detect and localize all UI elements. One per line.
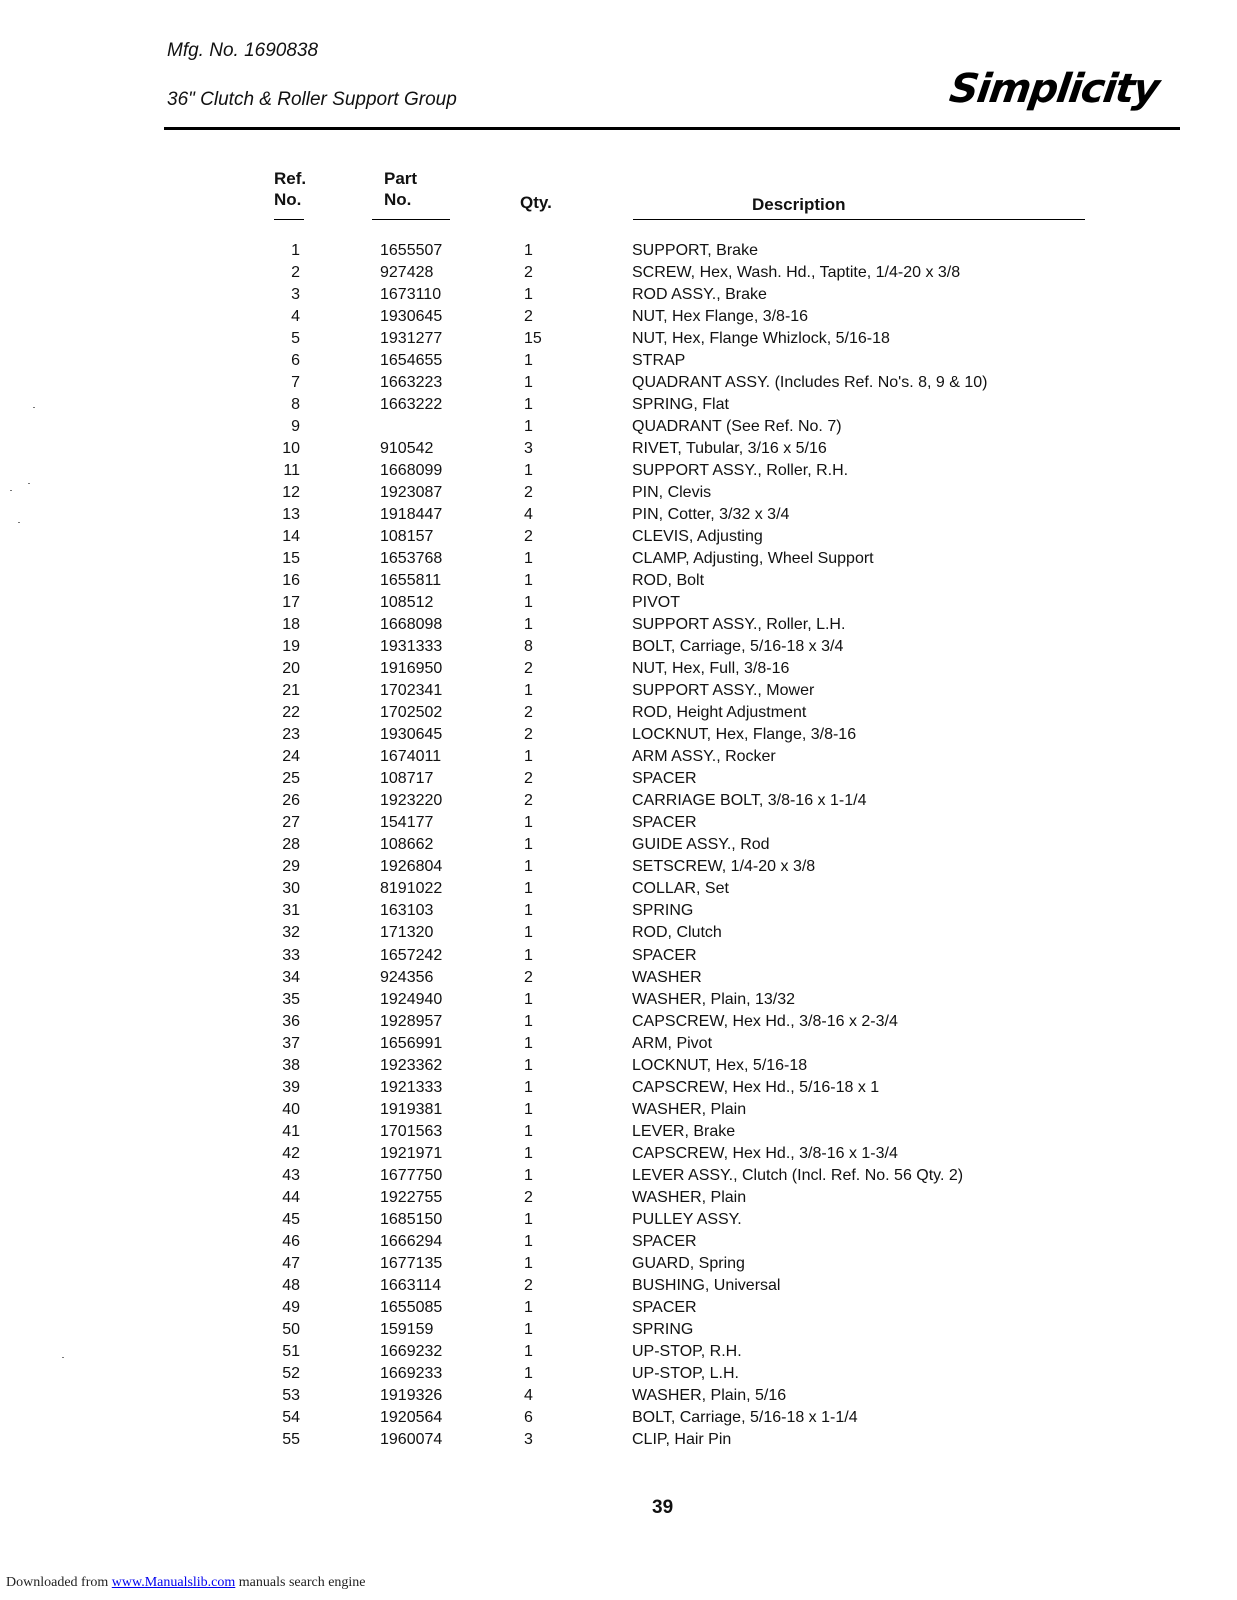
part-no-cell: 1677750 <box>380 1166 443 1184</box>
part-no-cell: 1921971 <box>380 1144 443 1162</box>
table-row <box>0 1231 1237 1253</box>
ref-no-cell: 50 <box>282 1320 300 1338</box>
ref-no-cell: 34 <box>282 968 300 986</box>
column-header-ref-no <box>274 168 306 210</box>
description-cell: UP-STOP, L.H. <box>632 1364 739 1382</box>
part-no-cell: 1926804 <box>380 858 443 876</box>
table-row <box>0 526 1237 548</box>
description-cell: GUARD, Spring <box>632 1254 745 1272</box>
qty-cell: 1 <box>524 418 533 436</box>
table-row <box>0 1209 1237 1231</box>
description-cell: SPRING, Flat <box>632 396 729 414</box>
qty-cell: 8 <box>524 638 533 656</box>
ref-no-cell: 44 <box>282 1188 300 1206</box>
table-row <box>0 306 1237 328</box>
ref-no-cell: 45 <box>282 1210 300 1228</box>
part-no-cell: 1655085 <box>380 1298 443 1316</box>
ref-no-cell: 43 <box>282 1166 300 1184</box>
table-row <box>0 1187 1237 1209</box>
qty-cell: 1 <box>524 616 533 634</box>
part-no-cell: 108512 <box>380 594 434 612</box>
column-header-qty: Qty. <box>520 193 552 212</box>
description-cell: LOCKNUT, Hex, Flange, 3/8-16 <box>632 726 857 744</box>
qty-cell: 1 <box>524 242 533 259</box>
ref-no-cell: 13 <box>282 506 300 524</box>
table-row <box>0 1011 1237 1033</box>
part-no-cell: 1923362 <box>380 1056 443 1074</box>
part-no-cell: 1677135 <box>380 1254 443 1272</box>
column-header-description: Description <box>752 195 846 214</box>
table-row <box>0 1165 1237 1187</box>
description-cell: ROD ASSY., Brake <box>632 286 767 304</box>
qty-cell: 1 <box>524 1034 533 1052</box>
table-row <box>0 790 1237 812</box>
ref-no-cell: 16 <box>282 572 300 590</box>
part-no-cell: 1654655 <box>380 352 443 370</box>
description-cell: STRAP <box>632 352 686 370</box>
table-row <box>0 768 1237 790</box>
table-row <box>0 614 1237 636</box>
ref-no-cell: 1 <box>291 242 300 259</box>
ref-no-cell: 30 <box>282 880 300 898</box>
qty-cell: 3 <box>524 440 533 458</box>
scan-speck <box>10 490 12 491</box>
qty-cell: 6 <box>524 1408 533 1426</box>
qty-cell: 1 <box>524 286 533 304</box>
description-cell: WASHER, Plain <box>632 1188 747 1206</box>
description-cell: NUT, Hex Flange, 3/8-16 <box>632 308 809 326</box>
qty-cell: 2 <box>524 308 533 326</box>
description-cell: ROD, Height Adjustment <box>632 704 807 722</box>
part-no-cell: 1668098 <box>380 616 443 634</box>
ref-no-cell: 42 <box>282 1144 300 1162</box>
ref-no-cell: 52 <box>282 1364 300 1382</box>
ref-no-cell: 27 <box>282 814 300 832</box>
ref-no-cell: 31 <box>282 902 300 920</box>
ref-no-cell: 7 <box>291 374 300 392</box>
table-row <box>0 989 1237 1011</box>
description-cell: BOLT, Carriage, 5/16-18 x 3/4 <box>632 638 844 656</box>
part-no-cell: 1916950 <box>380 660 443 678</box>
description-cell: SPACER <box>632 814 697 832</box>
qty-cell: 1 <box>524 1056 533 1074</box>
description-cell: UP-STOP, R.H. <box>632 1342 742 1360</box>
part-no-cell: 1919381 <box>380 1100 443 1118</box>
qty-cell: 2 <box>524 660 533 678</box>
table-row <box>0 394 1237 416</box>
part-no-cell: 1655507 <box>380 242 443 259</box>
qty-cell: 1 <box>524 682 533 700</box>
ref-no-cell: 3 <box>291 286 300 304</box>
table-row <box>0 504 1237 526</box>
column-header-part-label: Part No. <box>384 169 418 209</box>
ref-no-cell: 20 <box>282 660 300 678</box>
part-no-cell: 108662 <box>380 836 434 854</box>
description-cell: SCREW, Hex, Wash. Hd., Taptite, 1/4-20 x 3/8 <box>632 264 961 282</box>
part-no-cell: 1663222 <box>380 396 443 414</box>
qty-cell: 1 <box>524 990 533 1008</box>
description-cell: ROD, Clutch <box>632 924 722 942</box>
part-no-cell: 1930645 <box>380 308 443 326</box>
description-cell: WASHER, Plain <box>632 1100 747 1118</box>
footer-prefix: Downloaded from <box>6 1575 112 1590</box>
table-row <box>0 680 1237 702</box>
table-row <box>0 548 1237 570</box>
part-no-cell: 1668099 <box>380 462 443 480</box>
description-cell: CLAMP, Adjusting, Wheel Support <box>632 550 874 568</box>
description-cell: BOLT, Carriage, 5/16-18 x 1-1/4 <box>632 1408 858 1426</box>
table-row <box>0 1143 1237 1165</box>
description-cell: CAPSCREW, Hex Hd., 5/16-18 x 1 <box>632 1078 880 1096</box>
part-no-cell: 1673110 <box>380 286 442 304</box>
qty-cell: 1 <box>524 1144 533 1162</box>
table-row <box>0 724 1237 746</box>
qty-cell: 2 <box>524 968 533 986</box>
table-row <box>0 460 1237 482</box>
description-cell: ROD, Bolt <box>632 572 705 590</box>
qty-cell: 1 <box>524 1210 533 1228</box>
description-cell: SUPPORT ASSY., Roller, R.H. <box>632 462 849 480</box>
qty-cell: 1 <box>524 748 533 766</box>
table-row <box>0 702 1237 724</box>
qty-cell: 1 <box>524 946 533 964</box>
description-cell: CARRIAGE BOLT, 3/8-16 x 1-1/4 <box>632 792 867 810</box>
table-row <box>0 1429 1237 1451</box>
qty-cell: 1 <box>524 1122 533 1140</box>
table-row <box>0 1121 1237 1143</box>
ref-no-cell: 6 <box>291 352 300 370</box>
qty-cell: 1 <box>524 396 533 414</box>
part-no-cell: 1931333 <box>380 638 443 656</box>
qty-cell: 1 <box>524 1254 533 1272</box>
part-no-cell: 924356 <box>380 968 434 986</box>
qty-cell: 2 <box>524 726 533 744</box>
ref-no-cell: 10 <box>282 440 300 458</box>
qty-cell: 1 <box>524 924 533 942</box>
part-no-cell: 1960074 <box>380 1430 443 1448</box>
part-no-cell: 927428 <box>380 264 434 282</box>
qty-cell: 1 <box>524 352 533 370</box>
table-row <box>0 416 1237 438</box>
qty-cell: 1 <box>524 836 533 854</box>
ref-no-cell: 28 <box>282 836 300 854</box>
scan-speck <box>62 1357 64 1358</box>
table-row <box>0 1055 1237 1077</box>
table-row <box>0 945 1237 967</box>
table-row <box>0 856 1237 878</box>
ref-no-cell: 9 <box>291 418 300 436</box>
ref-no-cell: 25 <box>282 770 300 788</box>
table-row <box>0 878 1237 900</box>
part-no-cell: 1653768 <box>380 550 443 568</box>
description-cell: SPACER <box>632 1232 697 1250</box>
page-number: 39 <box>652 1497 674 1518</box>
qty-cell: 2 <box>524 704 533 722</box>
description-cell: PIVOT <box>632 594 681 612</box>
qty-cell: 3 <box>524 1430 533 1448</box>
part-no-cell: 1685150 <box>380 1210 443 1228</box>
ref-no-cell: 12 <box>282 484 300 502</box>
part-no-cell: 1918447 <box>380 506 443 524</box>
qty-cell: 15 <box>524 330 542 348</box>
table-row <box>0 1363 1237 1385</box>
ref-no-cell: 38 <box>282 1056 300 1074</box>
table-row <box>0 350 1237 372</box>
qty-cell: 2 <box>524 264 533 282</box>
qty-cell: 1 <box>524 1342 533 1360</box>
part-no-cell: 1922755 <box>380 1188 443 1206</box>
ref-no-cell: 24 <box>282 748 300 766</box>
ref-no-cell: 5 <box>291 330 300 348</box>
ref-no-cell: 54 <box>282 1408 300 1426</box>
part-no-cell: 1919326 <box>380 1386 443 1404</box>
table-row <box>0 1319 1237 1341</box>
table-row <box>0 262 1237 284</box>
qty-cell: 1 <box>524 1100 533 1118</box>
part-no-cell: 1923087 <box>380 484 443 502</box>
description-cell: ARM ASSY., Rocker <box>632 748 776 766</box>
qty-cell: 1 <box>524 1078 533 1096</box>
qty-cell: 1 <box>524 1232 533 1250</box>
ref-no-cell: 23 <box>282 726 300 744</box>
part-no-cell: 163103 <box>380 902 434 920</box>
qty-cell: 1 <box>524 880 533 898</box>
ref-no-cell: 33 <box>282 946 300 964</box>
qty-cell: 1 <box>524 594 533 612</box>
table-row <box>0 658 1237 680</box>
simplicity-logo: Simplicity <box>946 66 1162 112</box>
part-no-cell: 1674011 <box>380 748 442 766</box>
table-row <box>0 922 1237 944</box>
part-no-cell: 1923220 <box>380 792 443 810</box>
ref-no-cell: 21 <box>282 682 300 700</box>
scan-speck <box>33 407 35 408</box>
part-no-cell: 171320 <box>380 924 434 942</box>
header-divider <box>164 127 1180 130</box>
description-cell: SUPPORT ASSY., Roller, L.H. <box>632 616 846 634</box>
ref-no-cell: 36 <box>282 1012 300 1030</box>
description-cell: COLLAR, Set <box>632 880 729 898</box>
qty-cell: 2 <box>524 484 533 502</box>
description-cell: QUADRANT ASSY. (Includes Ref. No's. 8, 9 & 10) <box>632 374 988 392</box>
ref-no-cell: 51 <box>282 1342 300 1360</box>
table-row <box>0 1341 1237 1363</box>
qty-cell: 4 <box>524 506 533 524</box>
description-cell: LEVER, Brake <box>632 1122 736 1140</box>
ref-no-cell: 35 <box>282 990 300 1008</box>
qty-cell: 1 <box>524 550 533 568</box>
table-row <box>0 1407 1237 1429</box>
qty-cell: 1 <box>524 858 533 876</box>
description-cell: SPRING <box>632 902 694 920</box>
description-cell: LOCKNUT, Hex, 5/16-18 <box>632 1056 808 1074</box>
column-header-ref-label: Ref. No. <box>274 169 307 209</box>
description-cell: WASHER, Plain, 5/16 <box>632 1386 787 1404</box>
footer-suffix: manuals search engine <box>235 1575 366 1590</box>
qty-cell: 1 <box>524 814 533 832</box>
ref-no-cell: 17 <box>282 594 300 612</box>
qty-cell: 1 <box>524 1320 533 1338</box>
part-no-cell: 108717 <box>380 770 434 788</box>
table-row <box>0 592 1237 614</box>
table-row <box>0 482 1237 504</box>
table-row <box>0 328 1237 350</box>
ref-no-cell: 2 <box>291 264 300 282</box>
qty-cell: 2 <box>524 528 533 546</box>
qty-cell: 1 <box>524 1364 533 1382</box>
group-title: 36" Clutch & Roller Support Group <box>167 89 457 110</box>
table-row <box>0 746 1237 768</box>
part-no-cell: 1701563 <box>380 1122 443 1140</box>
scan-speck <box>18 522 20 523</box>
description-cell: CAPSCREW, Hex Hd., 3/8-16 x 1-3/4 <box>632 1144 898 1162</box>
qty-cell: 2 <box>524 1276 533 1294</box>
ref-no-cell: 22 <box>282 704 300 722</box>
description-cell: WASHER, Plain, 13/32 <box>632 990 796 1008</box>
ref-no-cell: 55 <box>282 1430 300 1448</box>
table-row <box>0 438 1237 460</box>
description-cell: RIVET, Tubular, 3/16 x 5/16 <box>632 440 827 458</box>
table-row <box>0 1253 1237 1275</box>
part-no-cell: 1920564 <box>380 1408 443 1426</box>
ref-no-cell: 15 <box>282 550 300 568</box>
table-row <box>0 1297 1237 1319</box>
part-no-cell: 1669232 <box>380 1342 443 1360</box>
ref-no-cell: 37 <box>282 1034 300 1052</box>
table-row <box>0 1099 1237 1121</box>
table-row <box>0 240 1237 262</box>
part-no-cell: 8191022 <box>380 880 443 898</box>
table-row <box>0 900 1237 922</box>
table-row <box>0 1275 1237 1297</box>
ref-column-rule <box>274 219 304 220</box>
description-cell: WASHER <box>632 968 702 986</box>
table-row <box>0 1385 1237 1407</box>
ref-no-cell: 11 <box>283 462 300 480</box>
description-cell: ARM, Pivot <box>632 1034 713 1052</box>
part-no-cell: 1663114 <box>380 1276 442 1294</box>
qty-cell: 1 <box>524 1298 533 1316</box>
description-cell: GUIDE ASSY., Rod <box>632 836 770 854</box>
qty-cell: 1 <box>524 902 533 920</box>
part-no-cell: 1657242 <box>380 946 443 964</box>
qty-cell: 2 <box>524 792 533 810</box>
manualslib-link[interactable]: www.Manualslib.com <box>111 1575 236 1590</box>
table-row <box>0 967 1237 989</box>
part-no-cell: 1924940 <box>380 990 443 1008</box>
description-cell: CLIP, Hair Pin <box>632 1430 732 1448</box>
qty-cell: 1 <box>524 1166 533 1184</box>
scan-speck <box>28 483 30 484</box>
column-header-part-no <box>384 168 417 210</box>
ref-no-cell: 14 <box>282 528 300 546</box>
ref-no-cell: 29 <box>282 858 300 876</box>
ref-no-cell: 46 <box>282 1232 300 1250</box>
ref-no-cell: 26 <box>282 792 300 810</box>
part-no-cell: 159159 <box>380 1320 434 1338</box>
description-cell: PULLEY ASSY. <box>632 1210 742 1228</box>
description-cell: SPACER <box>632 1298 697 1316</box>
table-row <box>0 284 1237 306</box>
part-no-cell: 1930645 <box>380 726 443 744</box>
qty-cell: 1 <box>524 374 533 392</box>
part-no-cell: 1655811 <box>380 572 442 590</box>
ref-no-cell: 18 <box>282 616 300 634</box>
qty-cell: 1 <box>524 572 533 590</box>
qty-cell: 1 <box>524 462 533 480</box>
part-no-cell: 1928957 <box>380 1012 443 1030</box>
description-cell: PIN, Clevis <box>632 484 712 502</box>
description-cell: PIN, Cotter, 3/32 x 3/4 <box>632 506 790 524</box>
part-no-cell: 1702341 <box>380 682 443 700</box>
table-row <box>0 636 1237 658</box>
part-no-cell: 1656991 <box>380 1034 443 1052</box>
description-cell: SPACER <box>632 946 697 964</box>
part-no-cell: 154177 <box>380 814 434 832</box>
table-row <box>0 812 1237 834</box>
description-cell: SUPPORT, Brake <box>632 242 758 259</box>
description-cell: SPACER <box>632 770 697 788</box>
part-no-cell: 910542 <box>380 440 434 458</box>
part-no-cell: 1669233 <box>380 1364 443 1382</box>
qty-cell: 1 <box>524 1012 533 1030</box>
description-cell: LEVER ASSY., Clutch (Incl. Ref. No. 56 Qty. 2) <box>632 1166 964 1184</box>
description-column-rule <box>633 219 1085 220</box>
ref-no-cell: 47 <box>282 1254 300 1272</box>
ref-no-cell: 48 <box>282 1276 300 1294</box>
ref-no-cell: 53 <box>282 1386 300 1404</box>
qty-cell: 2 <box>524 1188 533 1206</box>
table-row <box>0 1033 1237 1055</box>
part-no-cell: 1666294 <box>380 1232 443 1250</box>
ref-no-cell: 41 <box>282 1122 300 1140</box>
ref-no-cell: 39 <box>282 1078 300 1096</box>
description-cell: SUPPORT ASSY., Mower <box>632 682 815 700</box>
part-no-cell: 108157 <box>380 528 434 546</box>
part-no-cell: 1702502 <box>380 704 443 722</box>
download-footer <box>6 1575 366 1591</box>
table-row <box>0 570 1237 592</box>
qty-cell: 4 <box>524 1386 533 1404</box>
part-column-rule <box>372 219 450 220</box>
parts-table <box>0 240 1237 1451</box>
description-cell: CAPSCREW, Hex Hd., 3/8-16 x 2-3/4 <box>632 1012 898 1030</box>
description-cell: NUT, Hex, Full, 3/8-16 <box>632 660 790 678</box>
manufacturer-number: Mfg. No. 1690838 <box>167 40 319 61</box>
table-row <box>0 372 1237 394</box>
table-row <box>0 1077 1237 1099</box>
part-no-cell: 1921333 <box>380 1078 443 1096</box>
part-no-cell: 1931277 <box>380 330 443 348</box>
ref-no-cell: 19 <box>282 638 300 656</box>
description-cell: SPRING <box>632 1320 694 1338</box>
ref-no-cell: 8 <box>291 396 300 414</box>
description-cell: BUSHING, Universal <box>632 1276 781 1294</box>
table-row <box>0 834 1237 856</box>
description-cell: NUT, Hex, Flange Whizlock, 5/16-18 <box>632 330 890 348</box>
qty-cell: 2 <box>524 770 533 788</box>
part-no-cell: 1663223 <box>380 374 443 392</box>
description-cell: CLEVIS, Adjusting <box>632 528 763 546</box>
description-cell: QUADRANT (See Ref. No. 7) <box>632 418 842 436</box>
ref-no-cell: 4 <box>291 308 300 326</box>
ref-no-cell: 40 <box>282 1100 300 1118</box>
ref-no-cell: 49 <box>282 1298 300 1316</box>
ref-no-cell: 32 <box>282 924 300 942</box>
description-cell: SETSCREW, 1/4-20 x 3/8 <box>632 858 816 876</box>
